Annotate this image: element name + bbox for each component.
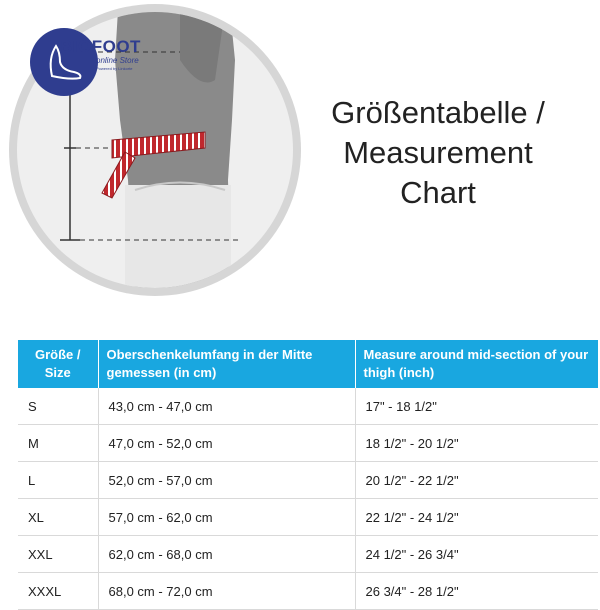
inch-cell: 18 1/2" - 20 1/2" [355, 425, 598, 462]
cm-cell: 43,0 cm - 47,0 cm [98, 388, 355, 425]
size-cell: XL [18, 499, 98, 536]
cm-cell: 52,0 cm - 57,0 cm [98, 462, 355, 499]
header-size: Größe / Size [18, 340, 98, 388]
table-row [18, 388, 598, 425]
thigh-illustration [0, 0, 310, 310]
table-row [18, 536, 598, 573]
logo-subtitle: online Store [96, 56, 139, 65]
size-cell: M [18, 425, 98, 462]
table-row [18, 499, 598, 536]
inch-cell: 26 3/4" - 28 1/2" [355, 573, 598, 610]
header-cm: Oberschenkelumfang in der Mitte gemessen (in cm) [98, 340, 355, 388]
inch-cell: 22 1/2" - 24 1/2" [355, 499, 598, 536]
size-cell: XXL [18, 536, 98, 573]
size-cell: XXXL [18, 573, 98, 610]
size-cell: L [18, 462, 98, 499]
size-cell: S [18, 388, 98, 425]
title-line-2: Measurement [343, 135, 533, 170]
cm-cell: 47,0 cm - 52,0 cm [98, 425, 355, 462]
cm-cell: 57,0 cm - 62,0 cm [98, 499, 355, 536]
logo-name: BIOFOOT [60, 37, 141, 56]
table-header-row [18, 340, 598, 388]
logo-powered-by: Powered by Linkorte [96, 66, 133, 71]
title-line-1: Größentabelle / [331, 95, 545, 130]
table-row [18, 573, 598, 610]
size-table [18, 340, 598, 610]
inch-cell: 24 1/2" - 26 3/4" [355, 536, 598, 573]
table-row [18, 462, 598, 499]
title-line-3: Chart [400, 175, 476, 210]
cm-cell: 62,0 cm - 68,0 cm [98, 536, 355, 573]
page-title [318, 93, 558, 213]
inch-cell: 17" - 18 1/2" [355, 388, 598, 425]
header-inch: Measure around mid-section of your thigh (inch) [355, 340, 598, 388]
inch-cell: 20 1/2" - 22 1/2" [355, 462, 598, 499]
table-row [18, 425, 598, 462]
cm-cell: 68,0 cm - 72,0 cm [98, 573, 355, 610]
